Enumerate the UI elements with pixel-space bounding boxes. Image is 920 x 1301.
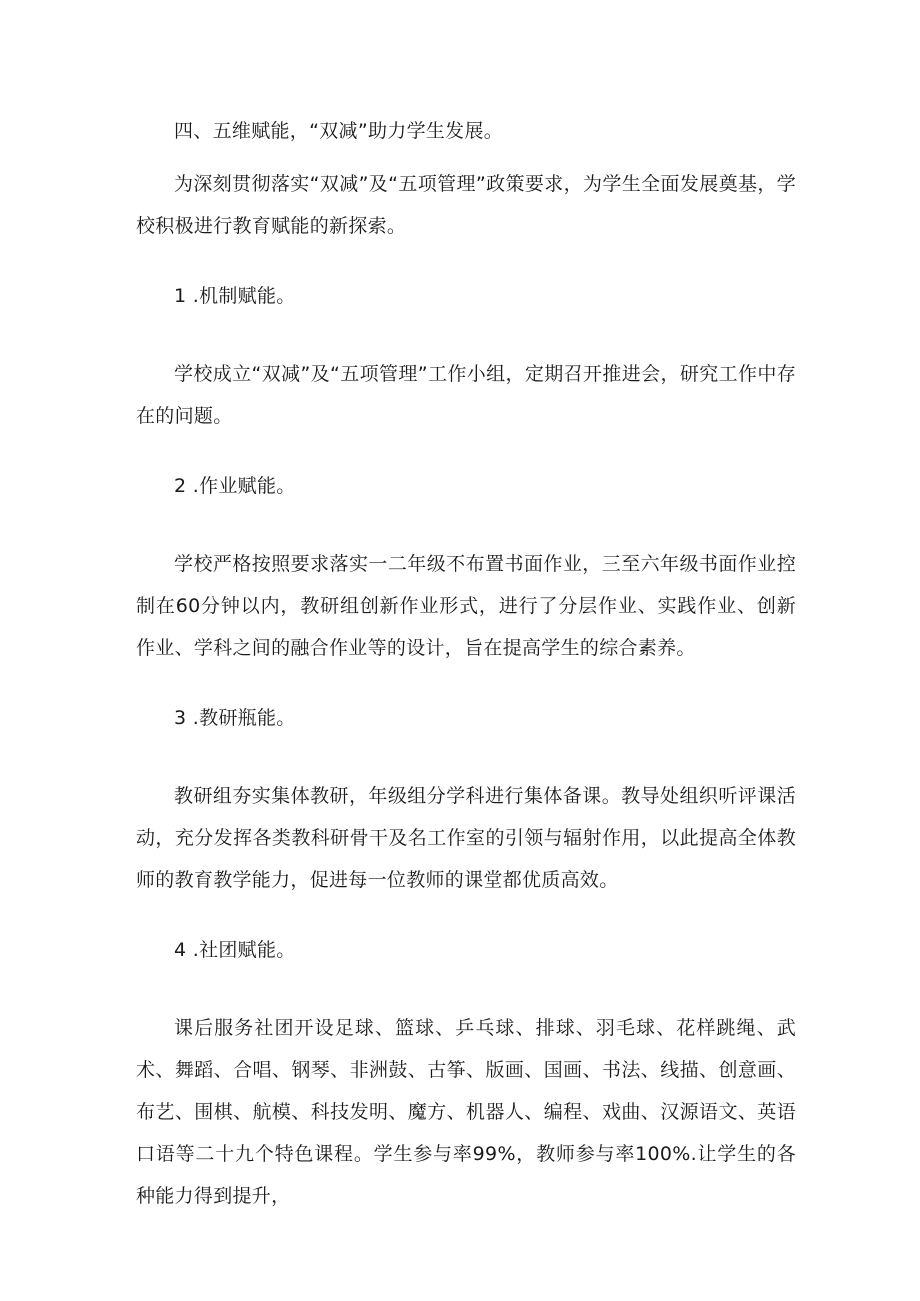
section-heading: 四、五维赋能，“双减”助力学生发展。 bbox=[174, 120, 504, 142]
item4-heading: 4 .社团赋能。 bbox=[174, 939, 296, 961]
document-body bbox=[136, 110, 796, 1217]
intro-paragraph: 为深刻贯彻落实“双减”及“五项管理”政策要求，为学生全面发展奠基，学校积极进行教育赋能的新探索。 bbox=[136, 173, 796, 237]
item3-paragraph: 教研组夯实集体教研，年级组分学科进行集体备课。教导处组织听评课活动，充分发挥各类教科研骨干及名工作室的引领与辐射作用，以此提高全体教师的教育教学能力，促进每一位教师的课堂都优质高效。 bbox=[136, 785, 796, 891]
item1-paragraph: 学校成立“双减”及“五项管理”工作小组，定期召开推进会，研究工作中存在的问题。 bbox=[136, 363, 796, 427]
item2-paragraph: 学校严格按照要求落实一二年级不布置书面作业，三至六年级书面作业控制在60分钟以内，教研组创新作业形式，进行了分层作业、实践作业、创新作业、学科之间的融合作业等的设计，旨在提高学生的综合素养。 bbox=[136, 553, 796, 659]
item1-heading: 1 .机制赋能。 bbox=[174, 285, 296, 307]
item4-paragraph: 课后服务社团开设足球、篮球、乒乓球、排球、羽毛球、花样跳绳、武术、舞蹈、合唱、钢琴、非洲鼓、古筝、版画、国画、书法、线描、创意画、布艺、围棋、航模、科技发明、魔方、机器人、编程、戏曲、汉源语文、英语口语等二十九个特色课程。学生参与率99%，教师参与率100%.让学生的各种能力得到提升， bbox=[136, 1017, 796, 1207]
item3-heading: 3 .教研瓶能。 bbox=[174, 707, 296, 729]
item2-heading: 2 .作业赋能。 bbox=[174, 475, 296, 497]
